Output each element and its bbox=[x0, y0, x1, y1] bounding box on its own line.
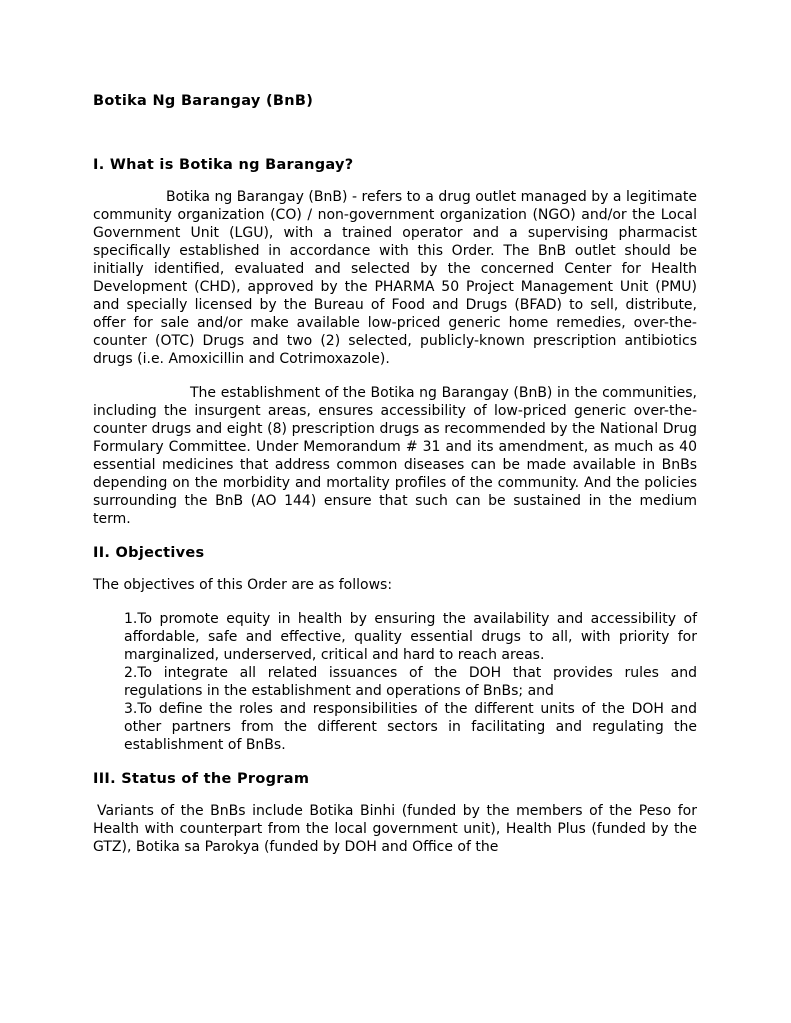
objective-item: 3.To define the roles and responsibilities of the different units of the DOH and other partners from the different sectors in facilitating and regulating the establishment of BnBs. bbox=[124, 701, 697, 753]
section-heading-what-is-bnb: I. What is Botika ng Barangay? bbox=[93, 157, 354, 173]
document-title: Botika Ng Barangay (BnB) bbox=[93, 93, 314, 109]
program-status-paragraph: Variants of the BnBs include Botika Binhi (funded by the members of the Peso for Health with counterpart from the local government unit), Health Plus (funded by the GTZ), Botika sa Parokya (funded by DOH and Office of the bbox=[93, 803, 697, 855]
section-heading-objectives: II. Objectives bbox=[93, 545, 205, 561]
document-page bbox=[93, 92, 697, 856]
bnb-establishment-paragraph: The establishment of the Botika ng Barangay (BnB) in the communities, including the insurgent areas, ensures accessibility of low-priced generic over-the-counter drugs and eight (8) prescription drugs as recommended by the National Drug Formulary Committee. Under Memorandum # 31 and its amendment, as much as 40 essential medicines that address common diseases can be made available in BnBs depending on the morbidity and mortality profiles of the community. And the policies surrounding the BnB (AO 144) ensure that such can be sustained in the medium term. bbox=[93, 385, 697, 527]
section-heading-program-status: III. Status of the Program bbox=[93, 771, 310, 787]
bnb-definition-paragraph: Botika ng Barangay (BnB) - refers to a drug outlet managed by a legitimate community organization (CO) / non-government organization (NGO) and/or the Local Government Unit (LGU), with a trained operator and a supervising pharmacist specifically established in accordance with this Order. The BnB outlet should be initially identified, evaluated and selected by the concerned Center for Health Development (CHD), approved by the PHARMA 50 Project Management Unit (PMU) and specially licensed by the Bureau of Food and Drugs (BFAD) to sell, distribute, offer for sale and/or make available low-priced generic home remedies, over-the-counter (OTC) Drugs and two (2) selected, publicly-known prescription antibiotics drugs (i.e. Amoxicillin and Cotrimoxazole). bbox=[93, 189, 697, 367]
objectives-list bbox=[124, 610, 697, 754]
objectives-intro: The objectives of this Order are as follows: bbox=[93, 577, 393, 593]
objective-item: 1.To promote equity in health by ensuring the availability and accessibility of affordable, safe and effective, quality essential drugs to all, with priority for marginalized, underserved, critical and hard to reach areas. bbox=[124, 611, 697, 663]
objective-item: 2.To integrate all related issuances of the DOH that provides rules and regulations in the establishment and operations of BnBs; and bbox=[124, 665, 697, 699]
